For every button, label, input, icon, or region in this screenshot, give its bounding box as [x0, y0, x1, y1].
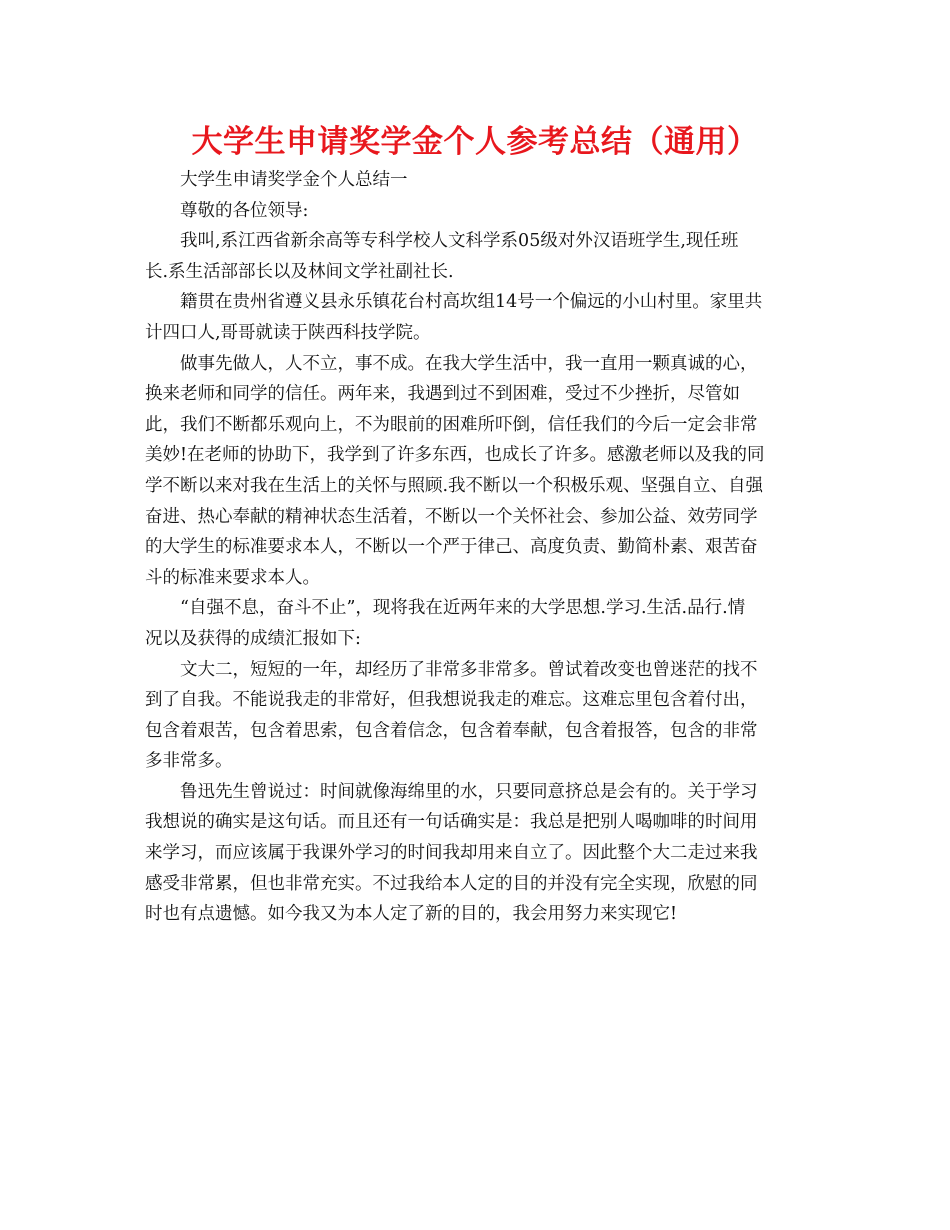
text-line: 包含着艰苦，包含着思索，包含着信念，包含着奉献，包含着报答，包含的非常: [145, 720, 758, 741]
text-line: 换来老师和同学的信任。两年来，我遇到过不到困难，受过不少挫折，尽管如: [145, 384, 740, 405]
text-line: 多非常多。: [145, 751, 233, 772]
text-line: 学不断以来对我在生活上的关怀与照顾.我不断以一个积极乐观、坚强自立、自强: [145, 475, 764, 496]
paragraph-introduction: [145, 226, 805, 287]
text-line: 计四口人,哥哥就读于陕西科技学院。: [145, 322, 431, 343]
paragraph-hometown: [145, 287, 805, 348]
text-line: 的大学生的标准要求本人，不断以一个严于律己、高度负责、勤简朴素、艰苦奋: [145, 537, 758, 558]
document-title: 大学生申请奖学金个人参考总结（通用）: [191, 124, 759, 160]
paragraph-salutation: [145, 196, 805, 227]
text-line: 尊敬的各位领导:: [180, 200, 309, 221]
text-line: 况以及获得的成绩汇报如下:: [145, 628, 361, 649]
text-line: 文大二，短短的一年，却经历了非常多非常多。曾试着改变也曾迷茫的找不: [180, 659, 758, 680]
text-line: 此，我们不断都乐观向上，不为眼前的困难所吓倒，信任我们的今后一定会非常: [145, 414, 758, 435]
text-line: 大学生申请奖学金个人总结一: [180, 170, 408, 190]
text-line: 籍贯在贵州省遵义县永乐镇花台村高坎组14号一个偏远的小山村里。家里共: [180, 292, 763, 313]
text-line: 到了自我。不能说我走的非常好，但我想说我走的难忘。这难忘里包含着付出，: [145, 690, 758, 711]
text-line: 美妙!在老师的协助下，我学到了许多东西，也成长了许多。感激老师以及我的同: [145, 445, 765, 466]
text-line: 我叫,系江西省新余高等专科学校人文科学系05级对外汉语班学生,现任班: [180, 231, 739, 252]
text-line: 奋进、热心奉献的精神状态生活着，不断以一个关怀社会、参加公益、效劳同学: [145, 506, 758, 527]
document-body: [145, 165, 805, 930]
text-line: 感受非常累，但也非常充实。不过我给本人定的目的并没有完全实现，欣慰的同: [145, 873, 758, 894]
text-line: 鲁迅先生曾说过：时间就像海绵里的水，只要同意挤总是会有的。关于学习: [180, 781, 758, 802]
paragraph-sophomore-year: [145, 655, 805, 777]
paragraph-character: [145, 349, 805, 594]
text-line: 来学习，而应该属于我课外学习的时间我却用来自立了。因此整个大二走过来我: [145, 843, 758, 864]
text-line: 时也有点遗憾。如今我又为本人定了新的目的，我会用努力来实现它!: [145, 904, 678, 925]
text-line: 长.系生活部部长以及林间文学社副社长.: [145, 261, 454, 282]
text-line: 斗的标准来要求本人。: [145, 567, 320, 588]
text-line: 我想说的确实是这句话。而且还有一句话确实是：我总是把别人喝咖啡的时间用: [145, 812, 758, 833]
paragraph-motto: [145, 593, 805, 654]
paragraph-heading: [145, 165, 805, 196]
text-line: “自强不息，奋斗不止”，现将我在近两年来的大学思想.学习.生活.品行.情: [180, 598, 746, 619]
paragraph-study: [145, 777, 805, 930]
text-line: 做事先做人，人不立，事不成。在我大学生活中，我一直用一颗真诚的心，: [180, 353, 758, 374]
